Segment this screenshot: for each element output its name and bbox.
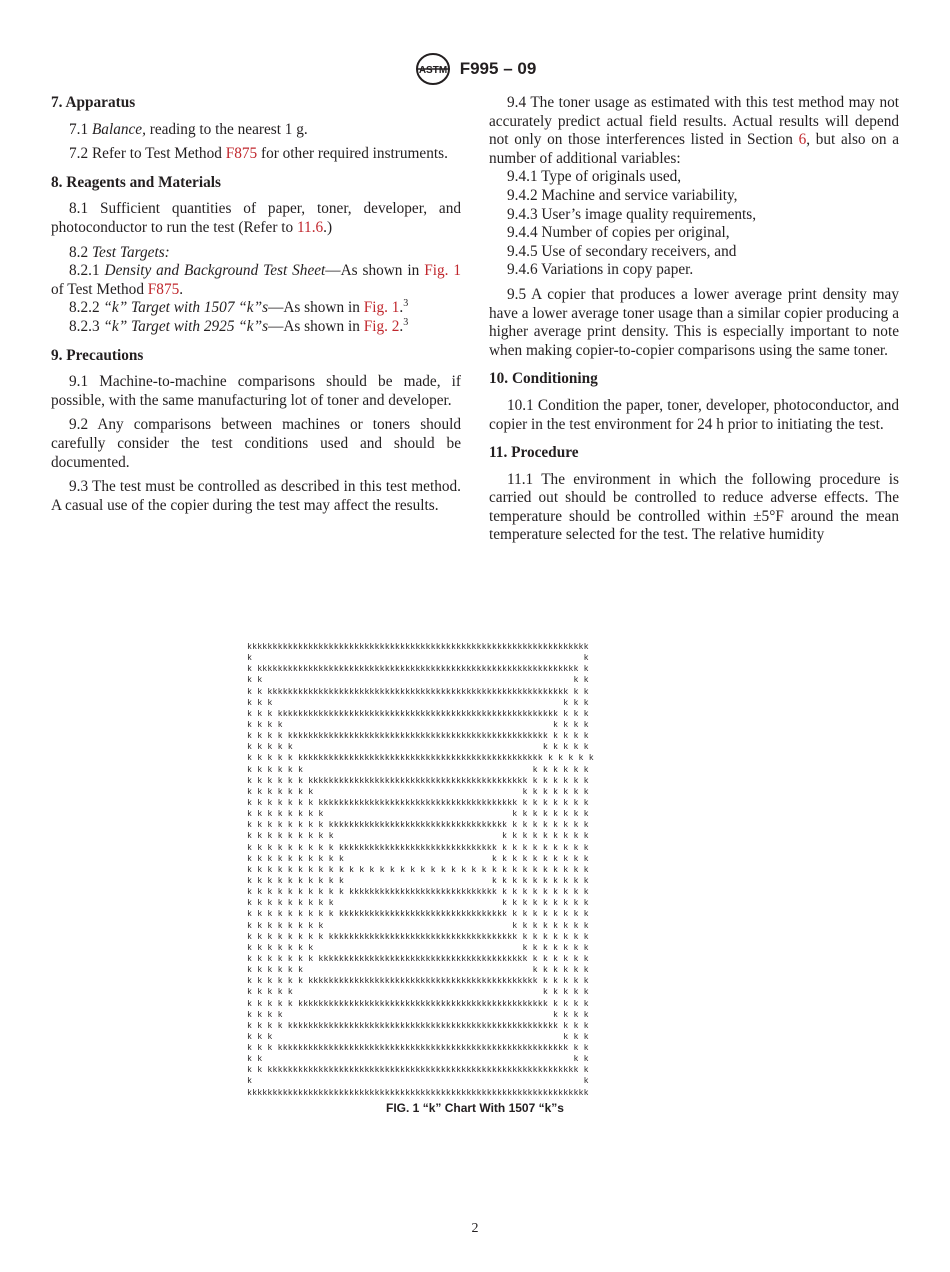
ref-f875[interactable]: F875 [225,145,258,163]
paragraph-9-5: 9.5 A copier that produces a lower average print density may have a lower average toner usage than a similar copier producing a higher average print density. This is especially important to note when making copier-to-copier comparisons using the same toner. [489,285,899,359]
k-chart-row: k k k k k kkkkkkkkkkkkkkkkkkkkkkkkkkkkkkkkkkkkkkkkkkkkkkkk k k k k k [247,753,594,764]
paragraph-8-2-2: 8.2.2 “k” Target with 1507 “k”s—As shown in Fig. 1.$^3$ [69,298,409,317]
k-chart-row: k k k k [247,675,589,686]
logo-lettering: ASTM [418,65,447,76]
paragraph-8-2-1: 8.2.1 Density and Background Test Sheet—As shown in Fig. 1 of Test Method F875. [51,262,462,298]
paragraph-7-1: 7.1 Balance, reading to the nearest 1 g. [69,120,308,138]
section-8-heading: 8. Reagents and Materials [51,173,221,191]
footnote-marker: 3 [403,316,409,328]
paragraph-11-1: 11.1 The environment in which the following procedure is carried out should be controlled to reduce adverse effects. The temperature should be controlled within ±5°F around the mean temperature selected for the test. The relative humidity [489,470,899,544]
k-chart-row: k k k k k k k k k k k k [247,965,589,976]
k-chart-row: k k k k k k k k [247,1009,589,1020]
paragraph-8-2-3: 8.2.3 “k” Target with 2925 “k”s—As shown in Fig. 2.$^3$ [69,316,409,335]
k-chart-row: k k k k k k k k k k k k k k k k [247,809,589,820]
k-chart-row: k k k k k k k kkkkkkkkkkkkkkkkkkkkkkkkkkkkkkkkkkkkkkk k k k k k k k [247,797,589,808]
ref-fig-1[interactable]: Fig. 1 [363,299,400,317]
k-chart-row: k k kkkkkkkkkkkkkkkkkkkkkkkkkkkkkkkkkkkkkkkkkkkkkkkkkkkkkkkkkkk k k [247,686,589,697]
k-chart-row: k k k k k k k k k k k k k k k k k k k k [247,875,589,886]
k-chart-row: k k k k k k k k k k k k k k k k k k [247,831,589,842]
k-chart-row: k k k k k k k k k k k k k k k k k k k k k k k k k k k k k k k k k k [247,864,589,875]
page-number: 2 [471,1221,479,1236]
footnote-marker: 3 [403,298,409,310]
paragraph-8-2: 8.2 Test Targets: [69,243,170,261]
ref-f875[interactable]: F875 [147,280,180,298]
k-chart-row: k k k k k k k k k k k k k k k k [247,920,589,931]
k-chart-row: k k k k k k k k k k [247,987,589,998]
section-11-heading: 11. Procedure [489,444,579,462]
paragraph-9-2: 9.2 Any comparisons between machines or toners should carefully consider the test conditions used and should be documented. [51,416,461,471]
section-7-heading: 7. Apparatus [51,94,136,111]
ref-11-6[interactable]: 11.6 [296,218,324,236]
paragraph-7-2: 7.2 Refer to Test Method F875 for other required instruments. [69,145,448,163]
k-chart-row: k k [247,1076,589,1087]
k-chart-row: k k k k k k kkkkkkkkkkkkkkkkkkkkkkkkkkkkkkkkkkkkkkkkkkk k k k k k k [247,775,589,786]
paragraph-10-1: 10.1 Condition the paper, toner, developer, photoconductor, and copier in the test environment for 24 h prior to initiating the test. [489,396,899,433]
k-chart-row: k k [247,653,589,664]
figure-1 [0,642,950,1115]
paragraph-9-4-6: 9.4.6 Variations in copy paper. [507,261,694,279]
paragraph-9-4-5: 9.4.5 Use of secondary receivers, and [507,242,737,260]
k-chart-row: k k k k k k k k k k kkkkkkkkkkkkkkkkkkkkkkkkkkkkk k k k k k k k k k [247,887,589,898]
k-chart-row: k k k k k k k kkkkkkkkkkkkkkkkkkkkkkkkkkkkkkkkkkkkkkkkk k k k k k k [247,953,589,964]
paragraph-8-1: 8.1 Sufficient quantities of paper, toner, developer, and photoconductor to run the test (Refer to 11.6.) [51,200,461,236]
right-column [489,94,899,551]
page-header [0,52,950,86]
k-chart-row: k k k k k k k k k k k k k k k k k k [247,898,589,909]
section-10-heading: 10. Conditioning [489,370,598,388]
paragraph-9-4-4: 9.4.4 Number of copies per original, [507,224,730,242]
k-chart-row: kkkkkkkkkkkkkkkkkkkkkkkkkkkkkkkkkkkkkkkkkkkkkkkkkkkkkkkkkkkkkkkkkkk [247,642,589,652]
k-chart-row: k k k k k k kkkkkkkkkkkkkkkkkkkkkkkkkkkkkkkkkkkkkkkkkkkkk k k k k k [247,976,589,987]
k-chart-row: k k k k k k k k k k [247,742,589,753]
ref-section-6[interactable]: 6 [798,131,807,149]
section-9-heading: 9. Precautions [51,346,144,364]
k-chart-row: k k k k k k k k k k k k [247,764,589,775]
k-chart-row: k k k k k k k k [247,719,589,730]
k-chart-row: k k k k kkkkkkkkkkkkkkkkkkkkkkkkkkkkkkkkkkkkkkkkkkkkkkkkkkk k k k k [247,731,589,742]
ref-fig-1[interactable]: Fig. 1 [424,262,462,280]
k-chart-row: k kkkkkkkkkkkkkkkkkkkkkkkkkkkkkkkkkkkkkkkkkkkkkkkkkkkkkkkkkkkkkkk k [247,664,589,675]
k-chart-row: k k k k kkkkkkkkkkkkkkkkkkkkkkkkkkkkkkkkkkkkkkkkkkkkkkkkkkkkk k k k [247,1020,589,1031]
ref-fig-2[interactable]: Fig. 2 [363,317,400,335]
k-chart [247,642,703,1099]
paragraph-9-4-3: 9.4.3 User’s image quality requirements, [507,205,757,223]
left-column [51,94,461,521]
figure-caption: FIG. 1 “k” Chart With 1507 “k”s [386,1100,564,1115]
k-chart-row: k k k k k k k k kkkkkkkkkkkkkkkkkkkkkkkkkkkkkkkkkkk k k k k k k k k [247,820,589,831]
k-chart-row: k k k k k k k k k kkkkkkkkkkkkkkkkkkkkkkkkkkkkkkkkk k k k k k k k k [247,909,589,920]
paragraph-9-4-1: 9.4.1 Type of originals used, [507,168,682,186]
paragraph-9-4-2: 9.4.2 Machine and service variability, [507,186,738,204]
k-chart-row: k k kkkkkkkkkkkkkkkkkkkkkkkkkkkkkkkkkkkkkkkkkkkkkkkkkkkkkkkkkkkkk k [247,1065,589,1076]
paragraph-9-1: 9.1 Machine-to-machine comparisons should be made, if possible, with the same manufacturing lot of toner and developer. [51,373,461,409]
k-chart-row: k k k kkkkkkkkkkkkkkkkkkkkkkkkkkkkkkkkkkkkkkkkkkkkkkkkkkkkkkkkk k k [247,1043,589,1054]
paragraph-9-4: 9.4 The toner usage as estimated with this test method may not accurately predict actual field results. Actual results will depend not only on those interferences listed in Section 6, but also on a number of additional variables: [489,94,899,167]
k-chart-row: k k k k k k k k k k k k k k [247,942,589,953]
k-chart-row: k k k k k k [247,697,589,708]
paragraph-9-3: 9.3 The test must be controlled as described in this test method. A casual use of the copier during the test may affect the results. [51,478,461,514]
standard-designation: F995 – 09 [459,59,537,78]
k-chart-row: k k k k k kkkkkkkkkkkkkkkkkkkkkkkkkkkkkkkkkkkkkkkkkkkkkkkkk k k k k [247,998,589,1009]
k-chart-row: k k k k k k k k k k k k k k k k k k k k [247,853,589,864]
k-chart-row: k k k k k k [247,1031,589,1042]
k-chart-row: k k k k [247,1054,589,1065]
k-chart-row: k k k kkkkkkkkkkkkkkkkkkkkkkkkkkkkkkkkkkkkkkkkkkkkkkkkkkkkkkk k k k [247,708,589,719]
astm-logo-icon [414,52,452,86]
k-chart-row: k k k k k k k k k k k k k k [247,786,589,797]
k-chart-row: k k k k k k k k kkkkkkkkkkkkkkkkkkkkkkkkkkkkkkkkkkkkk k k k k k k k [247,931,589,942]
k-chart-row: kkkkkkkkkkkkkkkkkkkkkkkkkkkkkkkkkkkkkkkkkkkkkkkkkkkkkkkkkkkkkkkkkkk [247,1087,589,1098]
k-chart-row: k k k k k k k k k kkkkkkkkkkkkkkkkkkkkkkkkkkkkkkk k k k k k k k k k [247,842,589,853]
